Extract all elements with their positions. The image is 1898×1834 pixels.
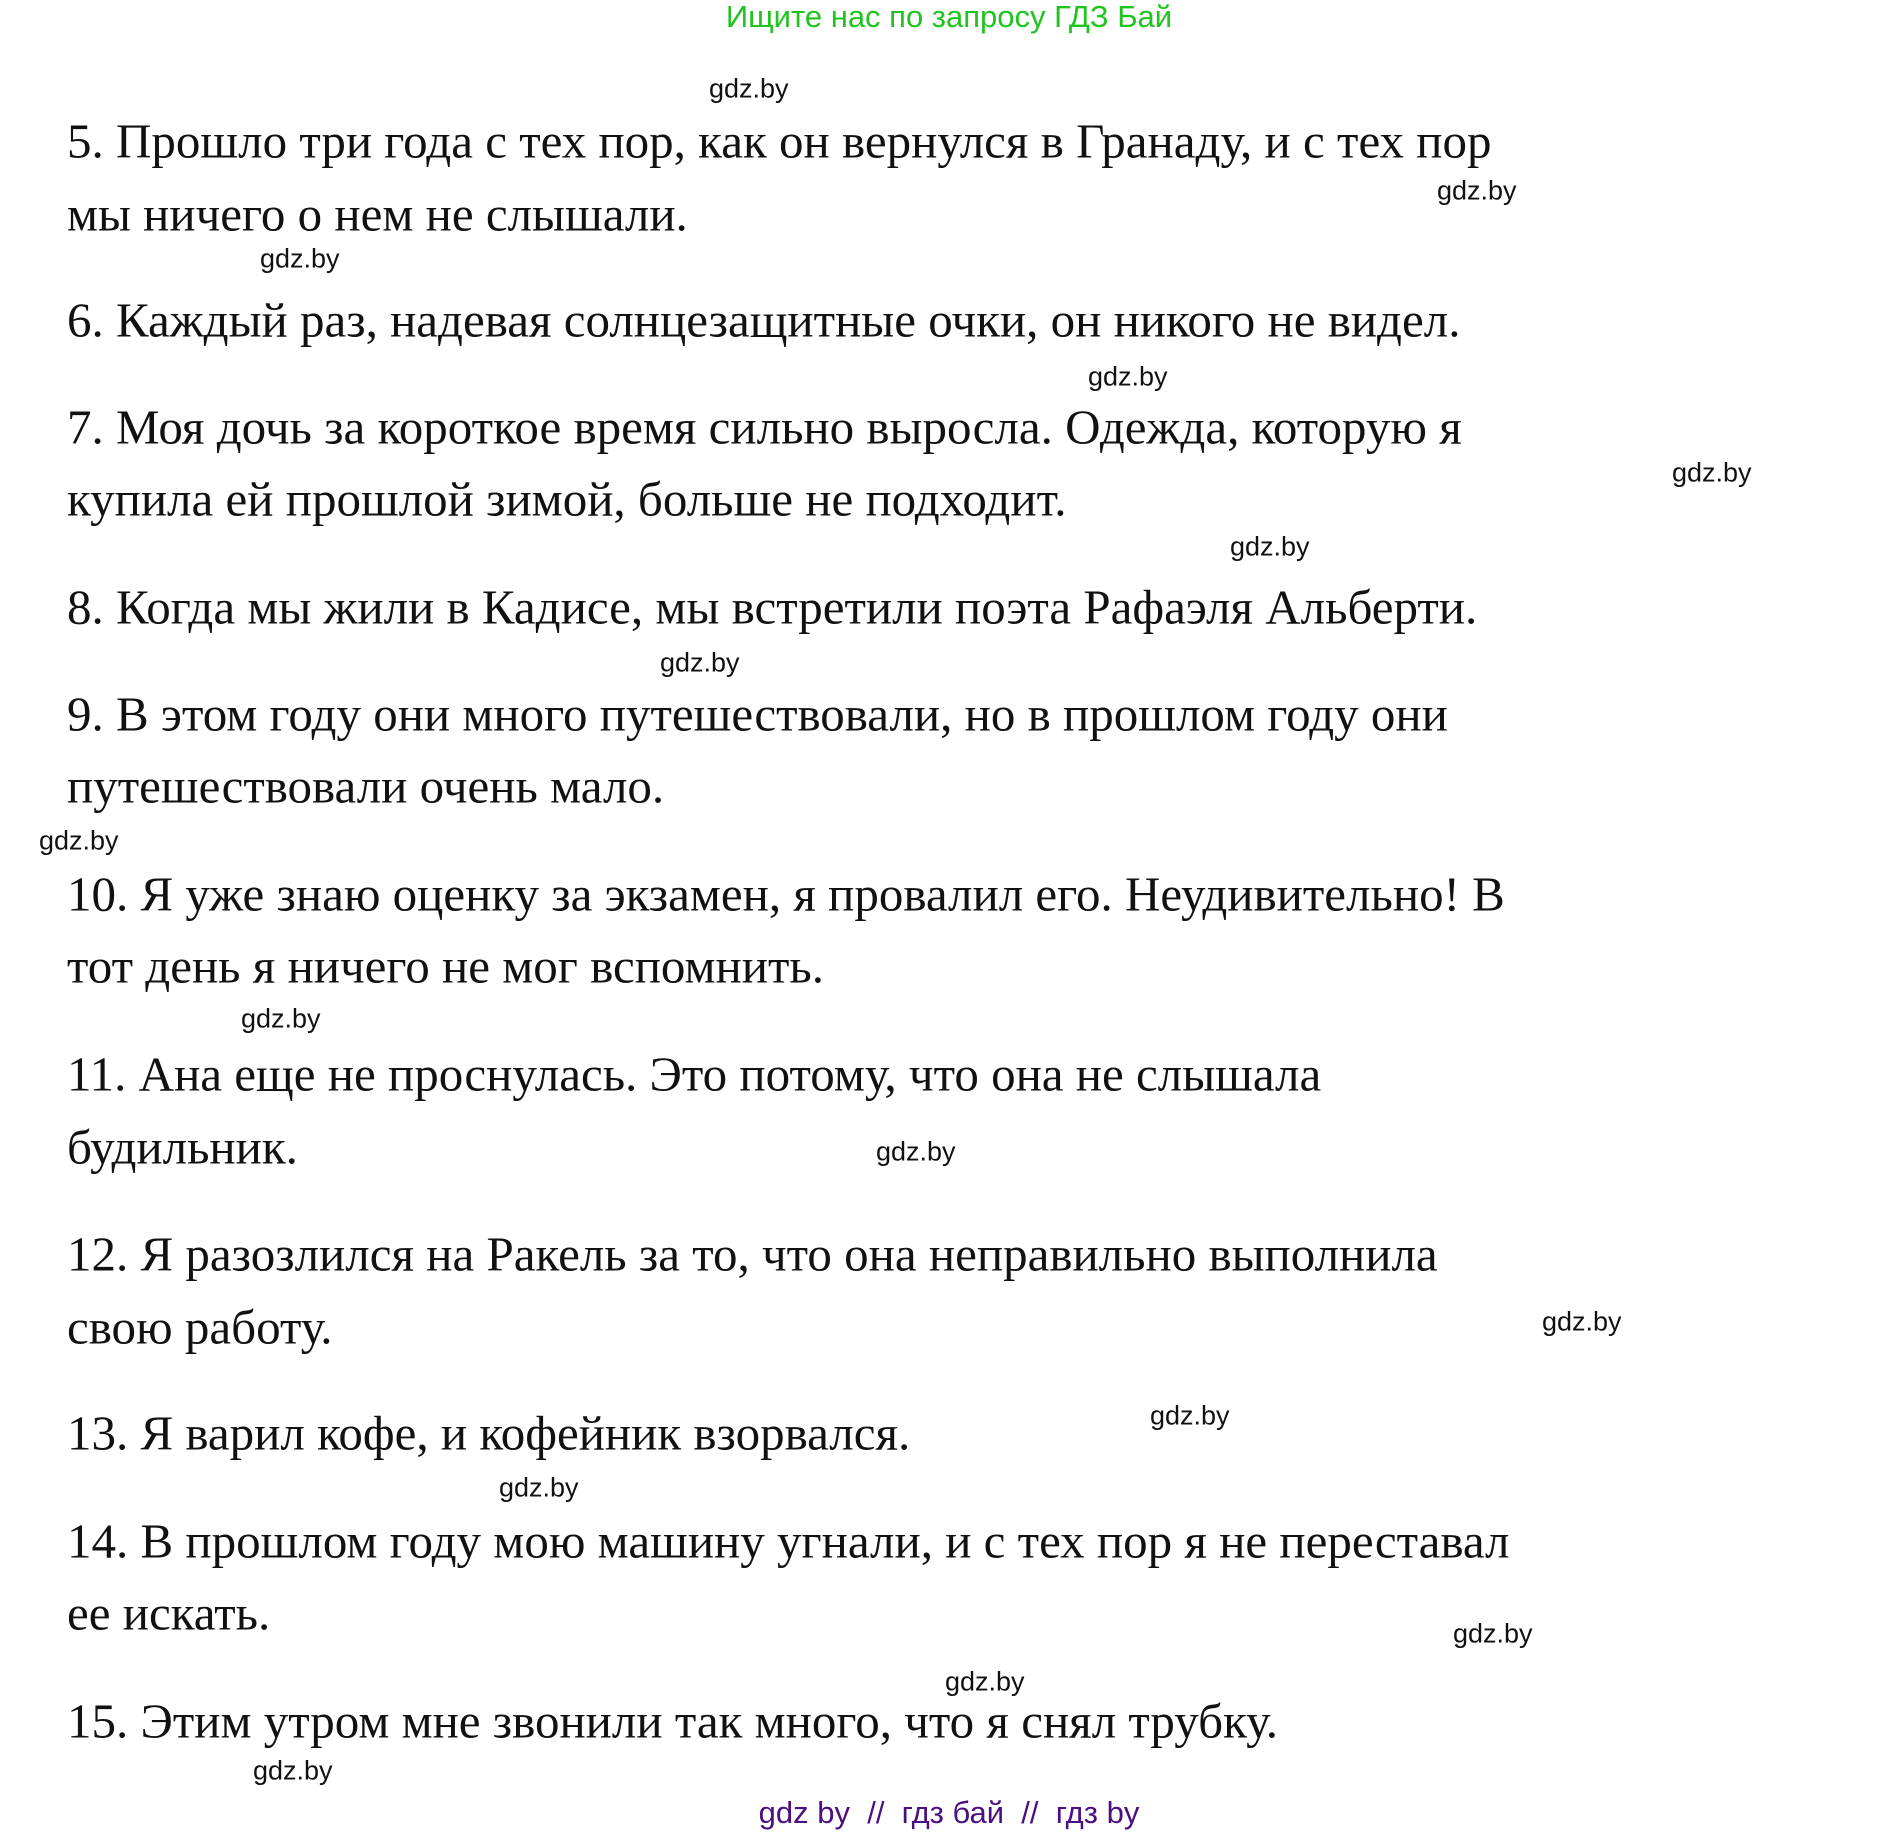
watermark: gdz.by xyxy=(241,1003,321,1034)
text-line: путешествовали очень мало. xyxy=(67,758,665,814)
footer-links: gdz by // гдз бай // гдз by xyxy=(758,1795,1140,1830)
text-line: 8. Когда мы жили в Кадисе, мы встретили поэта Рафаэля Альберти. xyxy=(67,579,1478,635)
text-line: 9. В этом году они много путешествовали, но в прошлом году они xyxy=(67,686,1448,742)
watermark: gdz.by xyxy=(499,1472,579,1503)
watermark: gdz.by xyxy=(1542,1306,1622,1337)
search-hint-banner: Ищите нас по запросу ГДЗ Бай xyxy=(725,0,1173,34)
text-line: 11. Ана еще не проснулась. Это потому, что она не слышала xyxy=(67,1046,1322,1102)
text-line: 7. Моя дочь за короткое время сильно выросла. Одежда, которую я xyxy=(67,399,1462,455)
text-line: купила ей прошлой зимой, больше не подходит. xyxy=(67,471,1067,527)
watermark: gdz.by xyxy=(260,243,340,274)
watermark: gdz.by xyxy=(253,1755,333,1786)
text-line: 13. Я варил кофе, и кофейник взорвался. xyxy=(67,1405,911,1461)
text-line: свою работу. xyxy=(67,1299,333,1355)
watermark: gdz.by xyxy=(660,647,740,678)
text-line: 6. Каждый раз, надевая солнцезащитные очки, он никого не видел. xyxy=(67,292,1461,348)
watermark: gdz.by xyxy=(1437,175,1517,206)
text-line: 14. В прошлом году мою машину угнали, и с тех пор я не переставал xyxy=(67,1513,1510,1569)
text-line: мы ничего о нем не слышали. xyxy=(67,186,688,242)
watermark: gdz.by xyxy=(945,1666,1025,1697)
watermark: gdz.by xyxy=(876,1136,956,1167)
text-line: 15. Этим утром мне звонили так много, что я снял трубку. xyxy=(67,1693,1279,1749)
watermark: gdz.by xyxy=(1230,531,1310,562)
watermark: gdz.by xyxy=(1088,361,1168,392)
watermark: gdz.by xyxy=(1453,1618,1533,1649)
watermark: gdz.by xyxy=(1672,457,1752,488)
text-line: будильник. xyxy=(67,1119,298,1175)
watermark: gdz.by xyxy=(1150,1400,1230,1431)
text-line: 5. Прошло три года с тех пор, как он вернулся в Гранаду, и с тех пор xyxy=(67,113,1492,169)
watermark: gdz.by xyxy=(709,73,789,104)
text-line: 12. Я разозлился на Ракель за то, что она неправильно выполнила xyxy=(67,1226,1438,1282)
text-line: 10. Я уже знаю оценку за экзамен, я провалил его. Неудивительно! В xyxy=(67,866,1505,922)
text-line: тот день я ничего не мог вспомнить. xyxy=(67,938,824,994)
watermark: gdz.by xyxy=(39,825,119,856)
text-line: ее искать. xyxy=(67,1585,271,1641)
